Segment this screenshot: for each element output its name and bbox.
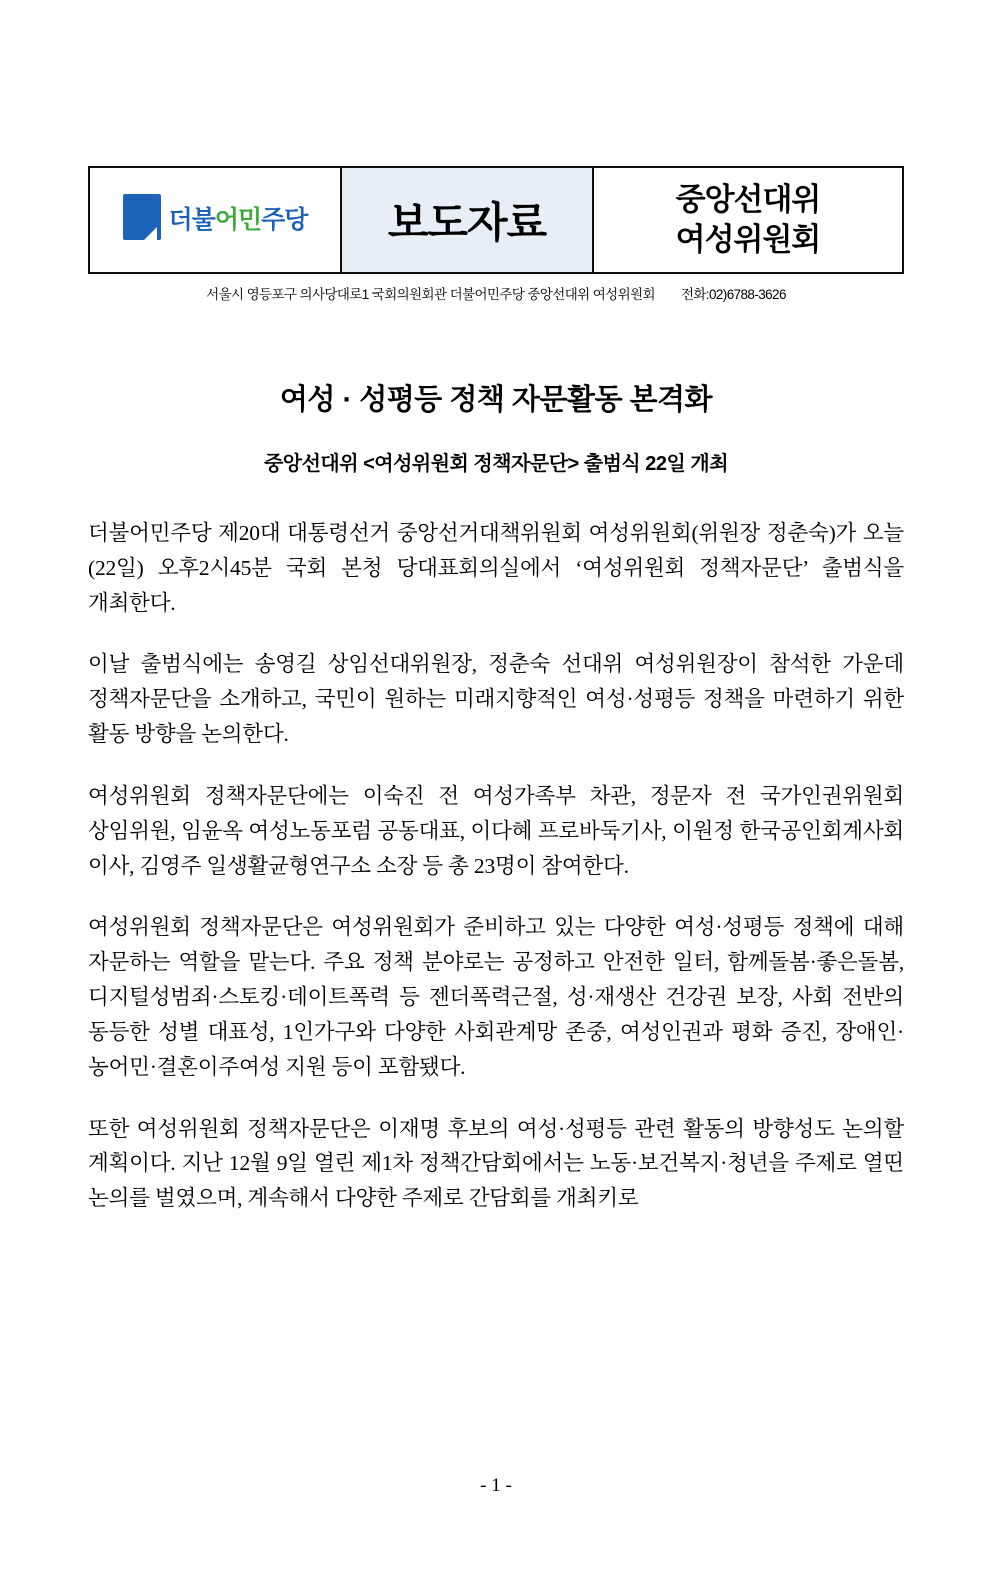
contact-line: [88, 283, 904, 303]
organization-cell: [594, 168, 902, 272]
paragraph: 여성위원회 정책자문단은 여성위원회가 준비하고 있는 다양한 여성·성평등 정책에 대해 자문하는 역할을 맡는다. 주요 정책 분야로는 공정하고 안전한 일터, 함께돌봄·좋은돌봄, 디지털성범죄·스토킹·데이트폭력 등 젠더폭력근절, 성·재생산 건강권 보장, 사회 전반의 동등한 성별 대표성, 1인가구와 다양한 사회관계망 존중, 여성인권과 평화 증진, 장애인·농어민·결혼이주여성 지원 등이 포함됐다.: [88, 915, 904, 1079]
party-logo-cell: [90, 168, 342, 272]
page-number: - 1 -: [480, 1475, 512, 1496]
page-title: 여성 · 성평등 정책 자문활동 본격화: [279, 384, 713, 416]
paragraph: 여성위원회 정책자문단에는 이숙진 전 여성가족부 차관, 정문자 전 국가인권위원회 상임위원, 임윤옥 여성노동포럼 공동대표, 이다혜 프로바둑기사, 이원정 한국공인회계사회 이사, 김영주 일생활균형연구소 소장 등 총 23명이 참여한다.: [88, 783, 904, 878]
letterhead-table: [88, 166, 904, 274]
party-logo-icon: [123, 194, 161, 246]
party-logo-text: 더불어민주당: [168, 205, 308, 234]
paragraph: 더불어민주당 제20대 대통령선거 중앙선거대책위원회 여성위원회(위원장 정춘숙)가 오늘(22일) 오후2시45분 국회 본청 당대표회의실에서 ‘여성위원회 정책자문단’ 출범식을 개최한다.: [88, 521, 904, 615]
paragraph: 또한 여성위원회 정책자문단은 이재명 후보의 여성·성평등 관련 활동의 방향성도 논의할 계획이다. 지난 12월 9일 열린 제1차 정책간담회에서는 노동·보건복지·청년을 주제로 열띤 논의를 벌였으며, 계속해서 다양한 주제로 간담회를 개최키로: [88, 1116, 904, 1211]
address-text: 서울시 영등포구 의사당대로1 국회의원회관 더불어민주당 중앙선대위 여성위원회: [206, 287, 655, 302]
document-type-cell: 보도자료: [342, 168, 594, 272]
body-text: [88, 516, 904, 1216]
document-page: [0, 166, 992, 1569]
organization-line-1: 중앙선대위: [675, 182, 821, 218]
telephone-text: 전화:02)6788-3626: [680, 287, 786, 302]
page-subtitle: 중앙선대위 <여성위원회 정책자문단> 출범식 22일 개최: [263, 453, 729, 475]
paragraph: 이날 출범식에는 송영길 상임선대위원장, 정춘숙 선대위 여성위원장이 참석한 가운데 정책자문단을 소개하고, 국민이 원하는 미래지향적인 여성·성평등 정책을 마련하기 위한 활동 방향을 논의한다.: [88, 652, 904, 747]
organization-line-2: 여성위원회: [675, 222, 821, 257]
